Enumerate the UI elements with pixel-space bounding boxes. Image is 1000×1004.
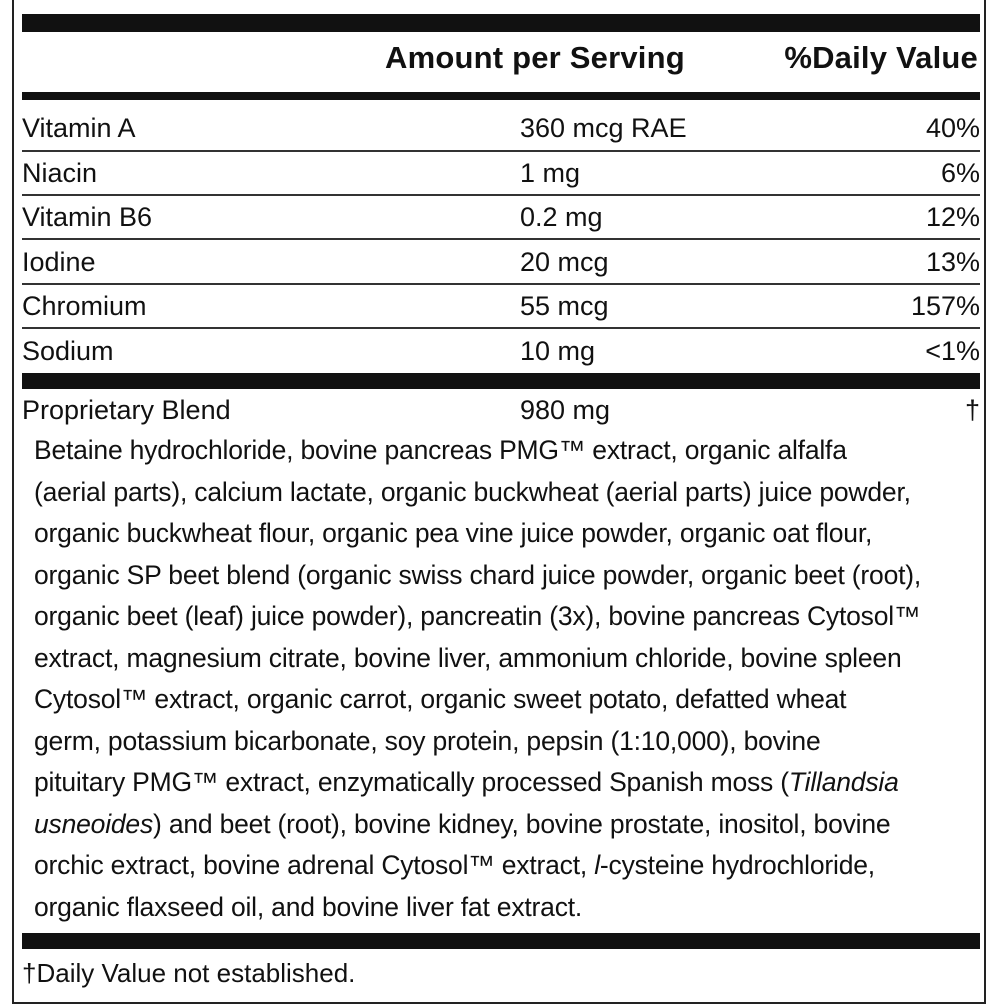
nutrient-row-sodium [22,329,980,373]
ingredient-text: -cysteine hydrochloride, [599,850,875,880]
header-thick-rule [22,92,980,100]
ingredient-line: organic buckwheat flour, organic pea vine juice powder, organic oat flour, [34,518,873,548]
ingredient-italic-text: usneoides [34,808,154,839]
ingredient-line: Betaine hydrochloride, bovine pancreas PMG™ extract, organic alfalfa [34,435,847,465]
nutrient-amount: 1 mg [520,158,581,188]
proprietary-blend-row [22,388,980,432]
blend-ingredients [34,430,970,928]
nutrient-name: Chromium [22,291,147,321]
nutrient-row-niacin [22,151,980,195]
daily-value-header: %Daily Value [784,40,978,75]
nutrient-daily-value: <1% [925,336,980,366]
ingredient-text: orchic extract, bovine adrenal Cytosol™ extract, [34,850,595,880]
ingredient-line: organic beet (leaf) juice powder), pancreatin (3x), bovine pancreas Cytosol™ [34,601,921,631]
ingredient-line [34,804,970,846]
nutrient-name: Vitamin A [22,113,136,143]
nutrient-amount: 360 mcg RAE [520,113,687,143]
nutrient-name: Iodine [22,247,96,277]
nutrient-name: Niacin [22,158,98,188]
ingredient-line [34,845,970,887]
ingredient-text: pituitary PMG™ extract, enzymatically processed Spanish moss ( [34,767,789,797]
nutrient-row-iodine [22,240,980,284]
nutrient-daily-value: 13% [925,247,980,277]
nutrient-daily-value: 157% [910,291,980,321]
ingredient-line: extract, magnesium citrate, bovine liver, ammonium chloride, bovine spleen [34,642,902,673]
ingredient-italic-text: l [594,850,600,880]
ingredient-line [34,762,970,804]
nutrient-row-vitamin-a [22,106,980,150]
blend-amount: 980 mg [520,395,611,425]
nutrient-row-vitamin-b6 [22,195,980,239]
nutrient-name: Sodium [22,336,114,366]
nutrients-thick-rule [22,373,980,389]
nutrient-amount: 10 mg [520,336,596,366]
nutrient-row-chromium [22,284,980,328]
blend-name: Proprietary Blend [22,395,231,425]
ingredient-line: Cytosol™ extract, organic carrot, organic sweet potato, defatted wheat [34,684,847,714]
amount-per-serving-header: Amount per Serving [385,40,685,75]
footer-thick-rule [22,933,980,949]
ingredient-line: organic flaxseed oil, and bovine liver fat extract. [34,891,583,922]
nutrient-amount: 55 mcg [520,291,609,321]
ingredient-italic-text: Tillandsia [788,767,899,797]
blend-daily-value: † [964,395,980,425]
nutrient-daily-value: 6% [940,158,980,188]
ingredient-line: germ, potassium bicarbonate, soy protein, pepsin (1:10,000), bovine [34,725,821,756]
nutrient-amount: 20 mcg [520,247,609,277]
ingredient-line: (aerial parts), calcium lactate, organic buckwheat (aerial parts) juice powder, [34,476,911,507]
top-thick-rule [22,14,980,32]
nutrient-amount: 0.2 mg [520,202,603,232]
nutrient-daily-value: 12% [925,202,980,232]
nutrient-daily-value: 40% [925,113,980,143]
footnote: †Daily Value not established. [22,958,356,988]
ingredient-text: ) and beet (root), bovine kidney, bovine prostate, inositol, bovine [153,808,891,839]
ingredient-line: organic SP beet blend (organic swiss chard juice powder, organic beet (root), [34,559,922,590]
nutrient-name: Vitamin B6 [22,202,153,232]
